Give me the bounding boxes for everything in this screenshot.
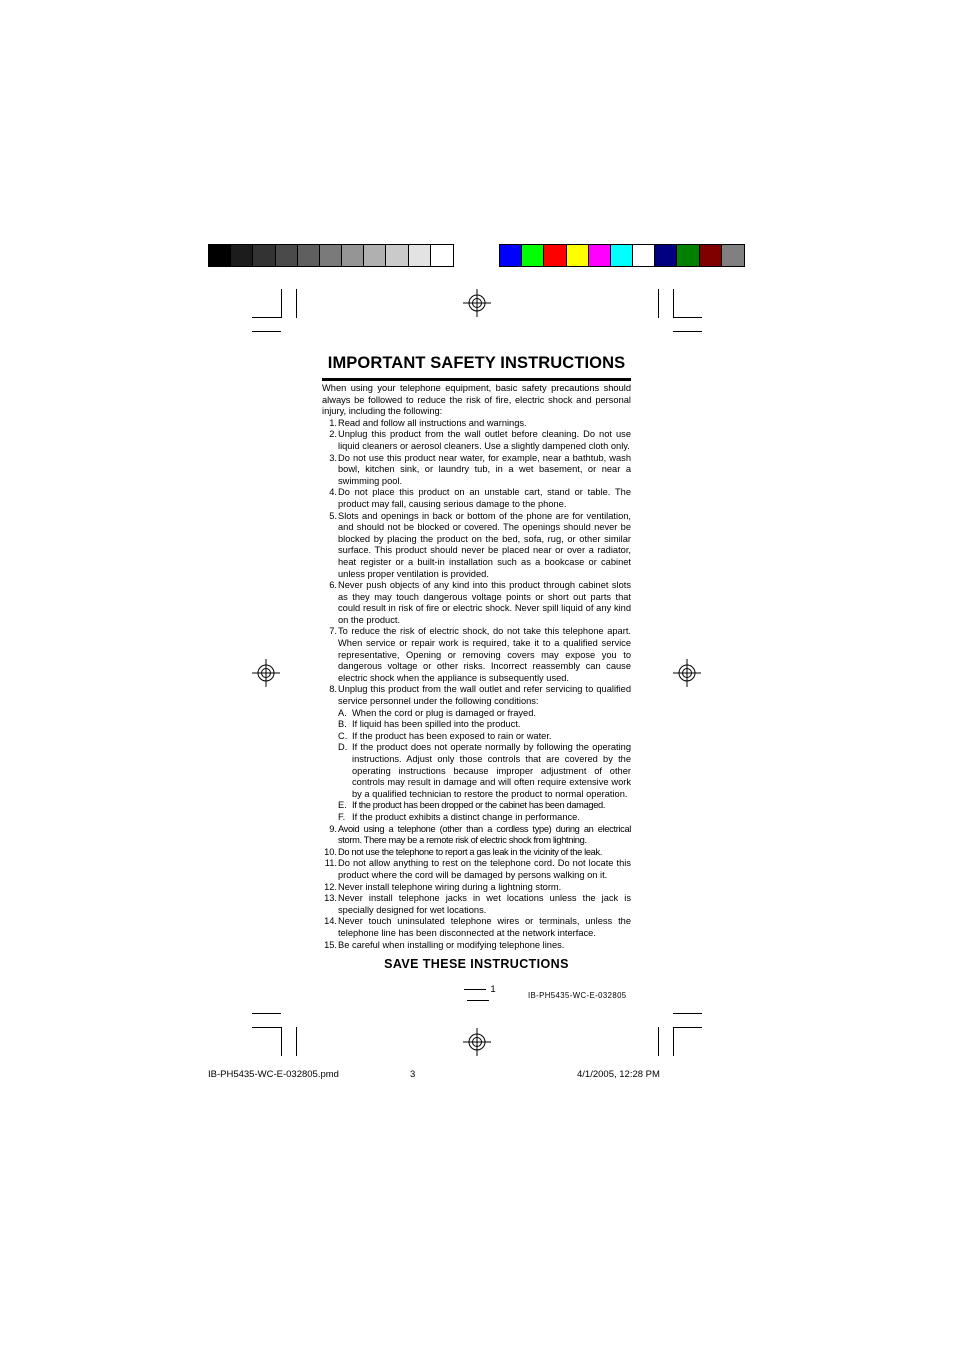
list-item: 11. Do not allow anything to rest on the telephone cord. Do not locate this product where the cord will be damaged by persons walking on it. — [324, 858, 631, 880]
crop-mark — [252, 1027, 281, 1028]
sublist-item: B. If liquid has been spilled into the product. — [338, 719, 521, 730]
crop-mark — [673, 289, 674, 318]
list-item: 7. To reduce the risk of electric shock, do not take this telephone apart. When service or repair work is required, take it to a qualified service representative, Opening or removing covers may expose you to dangerous voltage or other risks. Incorrect reassembly can cause electric shock when the appliance is subsequently used. — [329, 626, 631, 683]
crop-mark — [673, 317, 702, 318]
crop-mark — [296, 1027, 297, 1056]
list-item: 14. Never touch uninsulated telephone wires or terminals, unless the telephone line has been disconnected at the network interface. — [324, 916, 631, 938]
crop-mark — [658, 1027, 659, 1056]
instruction-list — [322, 418, 631, 951]
list-item: 2. Unplug this product from the wall outlet before cleaning. Do not use liquid cleaners or aerosol cleaners. Use a slightly dampened cloth only. — [329, 429, 631, 451]
list-item: 6. Never push objects of any kind into this product through cabinet slots as they may touch dangerous voltage points or short out parts that could result in risk of fire or electric shock. Never spill liquid of any kind on the product. — [329, 580, 631, 625]
color-swatch — [655, 245, 677, 266]
sublist-item: A. When the cord or plug is damaged or frayed. — [338, 707, 536, 718]
color-swatch — [544, 245, 566, 266]
gray-swatch — [342, 245, 364, 266]
gray-swatch — [431, 245, 453, 266]
crop-mark — [673, 331, 702, 332]
list-item: 3. Do not use this product near water, for example, near a bathtub, wash bowl, kitchen sink, or laundry tub, in a wet basement, or near a swimming pool. — [329, 452, 631, 486]
footer-page: 3 — [410, 1069, 416, 1080]
crop-mark — [658, 289, 659, 318]
color-swatch — [589, 245, 611, 266]
color-swatch — [611, 245, 633, 266]
list-item: 13. Never install telephone jacks in wet locations unless the jack is specially designed for wet locations. — [324, 893, 631, 915]
sublist-item: F. If the product exhibits a distinct change in performance. — [338, 811, 580, 822]
condition-sublist — [338, 708, 631, 824]
gray-swatch — [276, 245, 298, 266]
crop-mark — [296, 289, 297, 318]
safety-instructions — [322, 354, 631, 971]
crop-mark — [673, 1013, 702, 1014]
color-bar — [499, 244, 745, 267]
gray-swatch — [409, 245, 431, 266]
registration-mark-icon — [463, 1028, 491, 1056]
grayscale-bar — [208, 244, 454, 267]
gray-swatch — [320, 245, 342, 266]
registration-mark-icon — [673, 659, 701, 687]
list-item: 12. Never install telephone wiring during a lightning storm. — [324, 881, 562, 892]
gray-swatch — [386, 245, 408, 266]
sublist-item: D. If the product does not operate normally by following the operating instructions. Adjust only those controls that are covered by the operating instructions because improper adjustment of other controls may result in damage and will often require extensive work by a qualified technician to restore the product to normal operation. — [338, 742, 631, 799]
color-swatch — [633, 245, 655, 266]
document-id: IB-PH5435-WC-E-032805 — [528, 991, 627, 1000]
color-swatch — [500, 245, 522, 266]
color-swatch — [677, 245, 699, 266]
list-item: 9. Avoid using a telephone (other than a cordless type) during an electrical storm. There may be a remote risk of electric shock from lightning. — [329, 823, 631, 846]
sublist-item: C. If the product has been exposed to rain or water. — [338, 730, 552, 741]
crop-mark — [673, 1027, 702, 1028]
title-rule — [322, 378, 631, 381]
crop-mark — [281, 1027, 282, 1056]
crop-mark — [252, 317, 281, 318]
color-swatch — [722, 245, 744, 266]
gray-swatch — [209, 245, 231, 266]
crop-mark — [252, 1013, 281, 1014]
intro-paragraph: When using your telephone equipment, basic safety precautions should always be followed to reduce the risk of fire, electric shock and personal injury, including the following: — [322, 383, 631, 417]
crop-mark — [252, 331, 281, 332]
gray-swatch — [364, 245, 386, 266]
footer-datetime: 4/1/2005, 12:28 PM — [577, 1069, 660, 1080]
page-title: IMPORTANT SAFETY INSTRUCTIONS — [327, 354, 626, 372]
color-swatch — [567, 245, 589, 266]
registration-mark-icon — [463, 289, 491, 317]
gray-swatch — [298, 245, 320, 266]
gray-swatch — [231, 245, 253, 266]
save-instructions-heading: SAVE THESE INSTRUCTIONS — [384, 957, 569, 972]
gray-swatch — [253, 245, 275, 266]
list-item: 8. Unplug this product from the wall outlet and refer servicing to qualified service personnel under the following conditions: A. When the cord or plug is damaged or frayed. B. If liquid has been spilled into the product. C. If the product has been exposed to rain or water. D. If the product does not operate normally by following the operating instructions. Adjust only those controls that are covered by the operating instructions because improper adjustment of other controls may result in damage and will often require extensive work by a qualified technician to restore the product to normal operation. E. If the product has been dropped or the cabinet has been damaged. F. If the product exhibits a distinct change in performance. — [329, 684, 631, 822]
footer-filename: IB-PH5435-WC-E-032805.pmd — [208, 1069, 339, 1080]
list-item: 10. Do not use the telephone to report a gas leak in the vicinity of the leak. — [324, 846, 603, 857]
crop-mark — [281, 289, 282, 318]
color-swatch — [700, 245, 722, 266]
list-item: 5. Slots and openings in back or bottom of the phone are for ventilation, and should not be blocked or covered. The openings should never be blocked by placing the product on the bed, sofa, rug, or other similar surface. This product should never be placed near or over a radiator, heat register or a built-in installation such as a bookcase or cabinet unless proper ventilation is provided. — [329, 510, 631, 579]
registration-mark-icon — [252, 659, 280, 687]
list-item: 4. Do not place this product on an unstable cart, stand or table. The product may fall, causing serious damage to the phone. — [329, 487, 631, 509]
list-item: 15. Be careful when installing or modifying telephone lines. — [324, 939, 565, 950]
list-item: 1. Read and follow all instructions and warnings. — [329, 417, 527, 428]
color-swatch — [522, 245, 544, 266]
crop-mark — [673, 1027, 674, 1056]
sublist-item: E. If the product has been dropped or the cabinet has been damaged. — [338, 800, 606, 811]
page-number: 1 — [446, 984, 510, 1006]
